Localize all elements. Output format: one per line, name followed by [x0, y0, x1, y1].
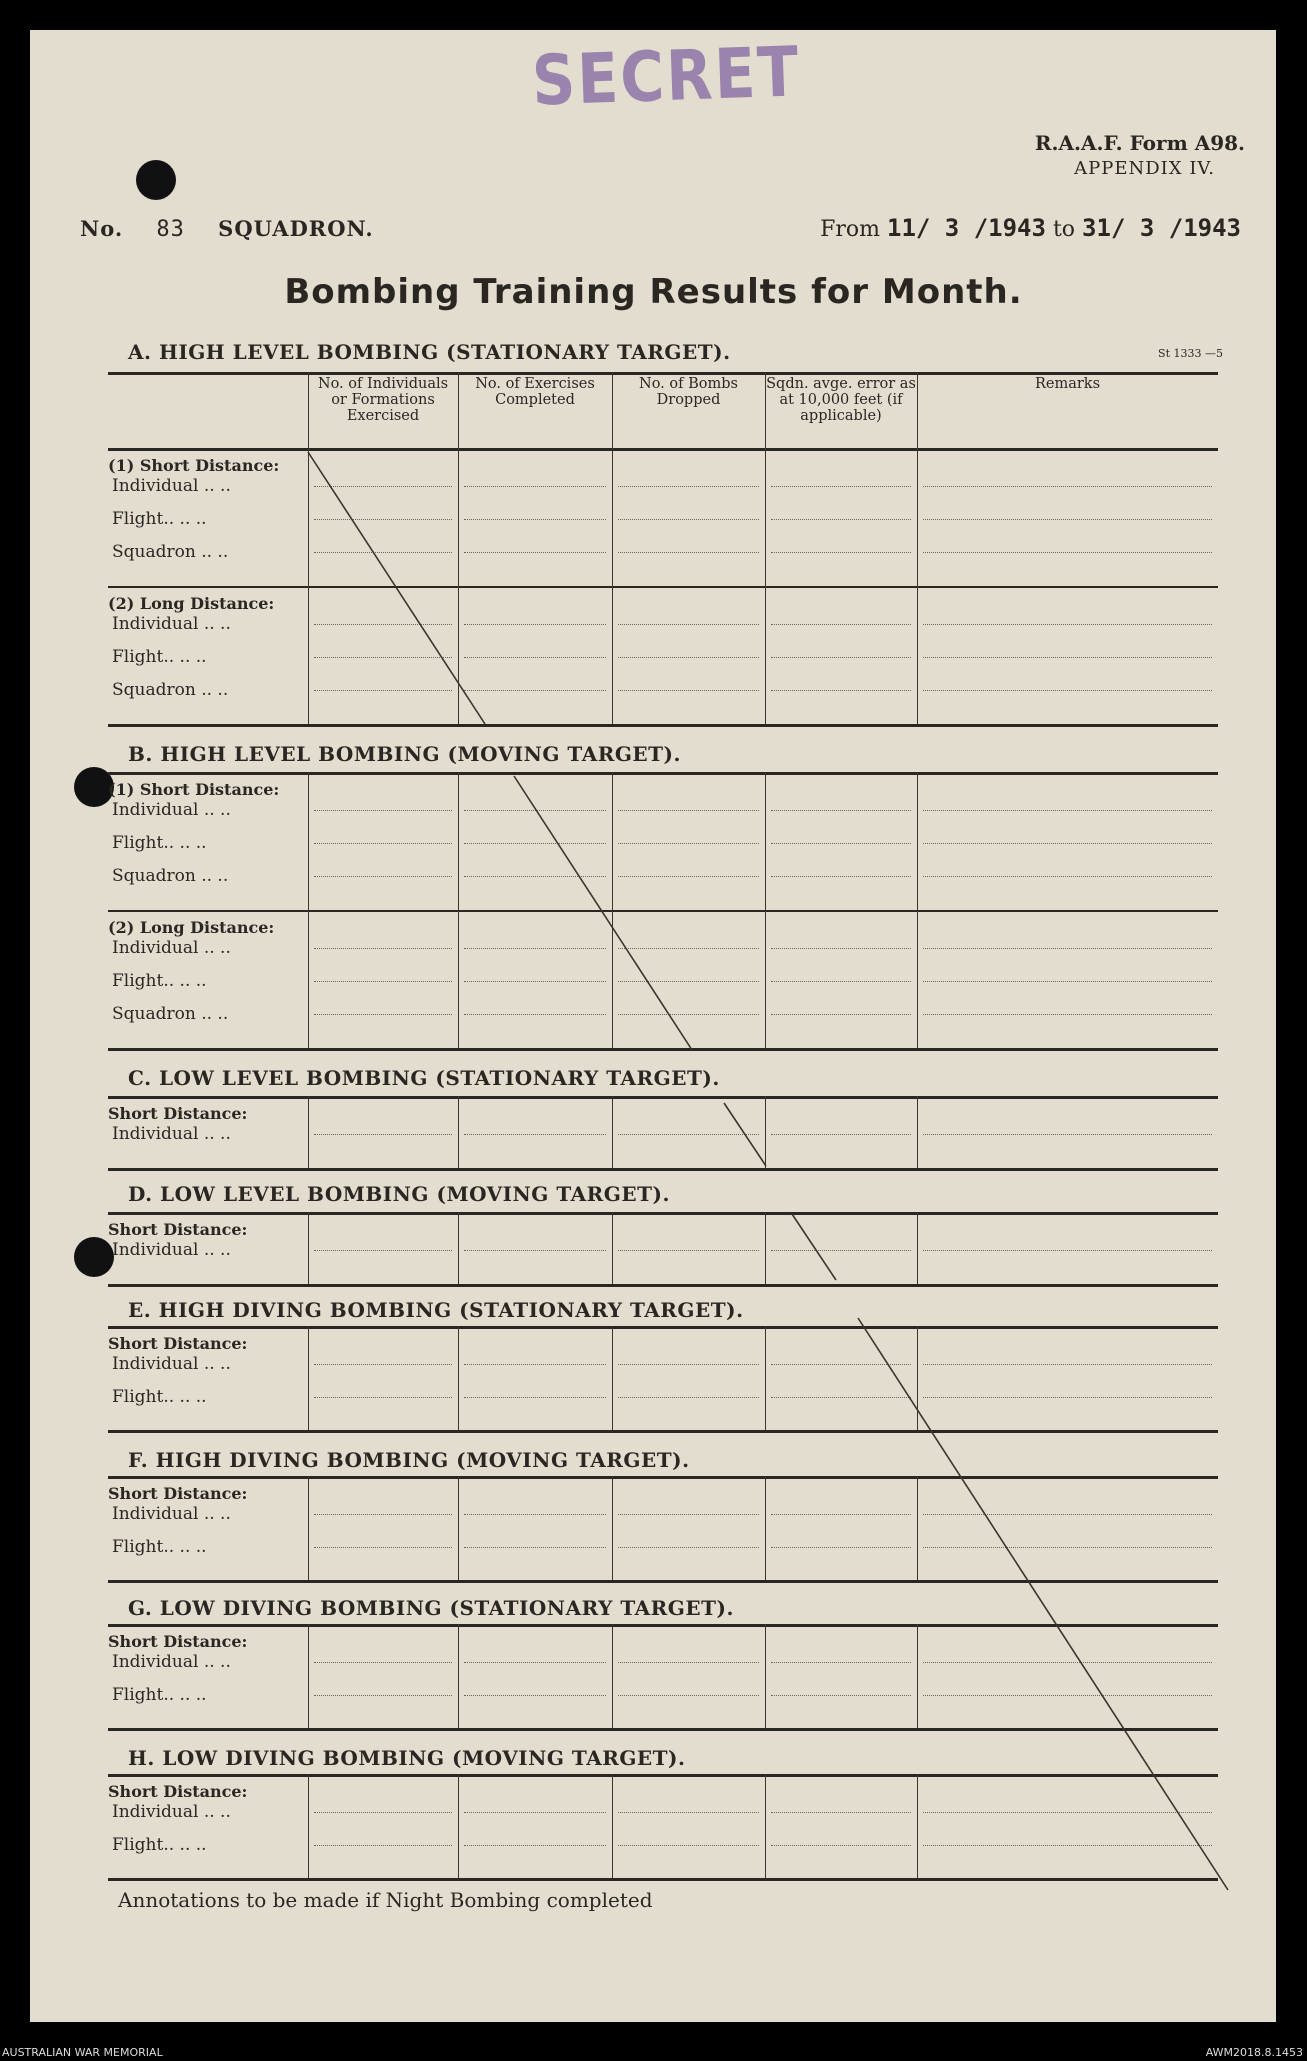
section-title: F. HIGH DIVING BOMBING (MOVING TARGET). — [128, 1448, 690, 1472]
from-date: 11/ 3 /1943 — [887, 214, 1046, 242]
row-label: Flight.. .. .. — [112, 509, 207, 529]
row-label: Flight.. .. .. — [112, 833, 207, 853]
stock-code: St 1333 —5 — [1158, 347, 1223, 360]
appendix-label: APPENDIX IV. — [1074, 158, 1215, 179]
row-label: Squadron .. .. — [112, 866, 229, 886]
group-label: (1) Short Distance: — [108, 456, 280, 475]
group-label: Short Distance: — [108, 1782, 248, 1801]
cross-out-stroke — [724, 1103, 766, 1166]
group-label: Short Distance: — [108, 1334, 248, 1353]
row-label: Individual .. .. — [112, 938, 231, 958]
squadron-no-label: No. — [80, 216, 124, 241]
section-title: H. LOW DIVING BOMBING (MOVING TARGET). — [128, 1746, 686, 1770]
row-label: Flight.. .. .. — [112, 1835, 207, 1855]
footer-note: Annotations to be made if Night Bombing completed — [118, 1888, 653, 1912]
page-title: Bombing Training Results for Month. — [284, 272, 1023, 312]
group-label: (2) Long Distance: — [108, 594, 275, 613]
column-header: Sqdn. avge. error as at 10,000 feet (if applicable) — [766, 376, 916, 424]
row-label: Individual .. .. — [112, 1124, 231, 1144]
group-label: Short Distance: — [108, 1484, 248, 1503]
group-label: (1) Short Distance: — [108, 780, 280, 799]
column-header: No. of Bombs Dropped — [639, 376, 738, 408]
cross-out-stroke — [308, 452, 485, 724]
section-title: A. HIGH LEVEL BOMBING (STATIONARY TARGET). — [128, 340, 731, 364]
group-label: Short Distance: — [108, 1220, 248, 1239]
row-label: Individual .. .. — [112, 1354, 231, 1374]
to-label: to — [1052, 217, 1076, 242]
secret-stamp: SECRET — [530, 32, 802, 122]
to-date: 31/ 3 /1943 — [1082, 214, 1241, 242]
row-label: Individual .. .. — [112, 1652, 231, 1672]
row-label: Individual .. .. — [112, 800, 231, 820]
row-label: Squadron .. .. — [112, 1004, 229, 1024]
column-header: No. of Exercises Completed — [475, 376, 595, 408]
row-label: Individual .. .. — [112, 1802, 231, 1822]
row-label: Flight.. .. .. — [112, 1387, 207, 1407]
row-label: Individual .. .. — [112, 1240, 231, 1260]
group-label: Short Distance: — [108, 1632, 248, 1651]
squadron-number: 83 — [156, 217, 185, 242]
group-label: (2) Long Distance: — [108, 918, 275, 937]
row-label: Squadron .. .. — [112, 542, 229, 562]
row-label: Flight.. .. .. — [112, 1537, 207, 1557]
row-label: Squadron .. .. — [112, 680, 229, 700]
cross-out-stroke — [858, 1318, 1228, 1890]
credit-right: AWM2018.8.1453 — [1205, 2046, 1303, 2059]
section-title: B. HIGH LEVEL BOMBING (MOVING TARGET). — [128, 742, 681, 766]
row-label: Individual .. .. — [112, 1504, 231, 1524]
section-title: E. HIGH DIVING BOMBING (STATIONARY TARGET). — [128, 1298, 744, 1322]
from-label: From — [820, 217, 880, 242]
cross-out-stroke — [514, 776, 692, 1050]
section-title: D. LOW LEVEL BOMBING (MOVING TARGET). — [128, 1182, 670, 1206]
form-number: R.A.A.F. Form A98. — [1034, 131, 1245, 155]
column-header: Remarks — [1034, 376, 1101, 392]
section-title: G. LOW DIVING BOMBING (STATIONARY TARGET). — [128, 1596, 734, 1620]
credit-left: AUSTRALIAN WAR MEMORIAL — [2, 2046, 163, 2059]
column-header: No. of Individuals or Formations Exercised — [317, 376, 449, 424]
group-label: Short Distance: — [108, 1104, 248, 1123]
row-label: Flight.. .. .. — [112, 1685, 207, 1705]
row-label: Flight.. .. .. — [112, 647, 207, 667]
section-title: C. LOW LEVEL BOMBING (STATIONARY TARGET). — [128, 1066, 720, 1090]
row-label: Flight.. .. .. — [112, 971, 207, 991]
row-label: Individual .. .. — [112, 614, 231, 634]
squadron-label: SQUADRON. — [218, 216, 374, 241]
cross-out-stroke — [792, 1214, 836, 1280]
row-label: Individual .. .. — [112, 476, 231, 496]
